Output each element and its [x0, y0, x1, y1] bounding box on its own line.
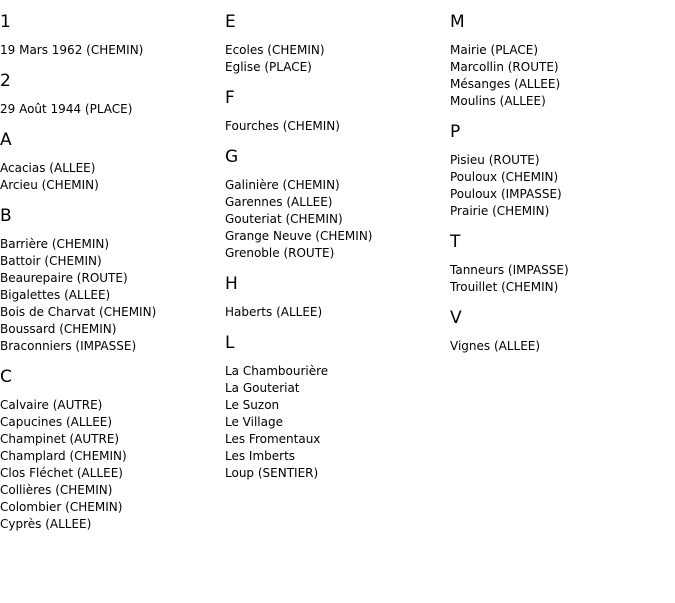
- street-list: [0, 160, 225, 194]
- street-link[interactable]: Grenoble (ROUTE): [225, 246, 335, 260]
- street-link[interactable]: Braconniers (IMPASSE): [0, 339, 137, 353]
- street-link[interactable]: La Gouteriat: [225, 381, 300, 395]
- letter-section: [225, 274, 450, 321]
- section-letter-heading: 2: [0, 71, 11, 91]
- street-link[interactable]: Acacias (ALLEE): [0, 161, 96, 175]
- street-list: [225, 118, 450, 135]
- street-link[interactable]: Le Suzon: [225, 398, 280, 412]
- street-link[interactable]: Les Imberts: [225, 449, 296, 463]
- street-list: [450, 152, 675, 220]
- street-link[interactable]: Pisieu (ROUTE): [450, 153, 540, 167]
- street-link[interactable]: Pouloux (CHEMIN): [450, 170, 559, 184]
- street-list: [0, 236, 225, 355]
- street-link[interactable]: Boussard (CHEMIN): [0, 322, 117, 336]
- street-link[interactable]: Champinet (AUTRE): [0, 432, 120, 446]
- street-link[interactable]: Collières (CHEMIN): [0, 483, 113, 497]
- street-link[interactable]: Tanneurs (IMPASSE): [450, 263, 569, 277]
- letter-section: [450, 122, 675, 220]
- section-letter-heading: H: [225, 274, 238, 294]
- street-link[interactable]: Garennes (ALLEE): [225, 195, 333, 209]
- street-list: [225, 363, 450, 482]
- street-link[interactable]: Battoir (CHEMIN): [0, 254, 102, 268]
- street-list: [0, 397, 225, 533]
- letter-section: [450, 232, 675, 296]
- letter-section: [0, 71, 225, 118]
- section-letter-heading: L: [225, 333, 235, 353]
- letter-section: [0, 12, 225, 59]
- street-link[interactable]: Calvaire (AUTRE): [0, 398, 103, 412]
- street-column-3: [450, 0, 675, 355]
- letter-section: [225, 88, 450, 135]
- street-list: [225, 177, 450, 262]
- street-link[interactable]: Cyprès (ALLEE): [0, 517, 92, 531]
- section-letter-heading: P: [450, 122, 461, 142]
- street-link[interactable]: Clos Fléchet (ALLEE): [0, 466, 123, 480]
- letter-section: [225, 333, 450, 482]
- street-list: [0, 42, 225, 59]
- street-link[interactable]: 19 Mars 1962 (CHEMIN): [0, 43, 144, 57]
- section-letter-heading: 1: [0, 12, 11, 32]
- street-column-2: [225, 0, 450, 482]
- section-letter-heading: V: [450, 308, 462, 328]
- section-letter-heading: E: [225, 12, 236, 32]
- street-link[interactable]: Champlard (CHEMIN): [0, 449, 127, 463]
- letter-section: [0, 130, 225, 194]
- street-link[interactable]: Fourches (CHEMIN): [225, 119, 340, 133]
- street-link[interactable]: Capucines (ALLEE): [0, 415, 113, 429]
- section-letter-heading: C: [0, 367, 12, 387]
- street-link[interactable]: Bois de Charvat (CHEMIN): [0, 305, 157, 319]
- street-link[interactable]: Eglise (PLACE): [225, 60, 312, 74]
- letter-section: [450, 308, 675, 355]
- street-link[interactable]: Mésanges (ALLEE): [450, 77, 561, 91]
- street-link[interactable]: Gouteriat (CHEMIN): [225, 212, 343, 226]
- street-link[interactable]: Ecoles (CHEMIN): [225, 43, 325, 57]
- street-link[interactable]: Grange Neuve (CHEMIN): [225, 229, 373, 243]
- section-letter-heading: M: [450, 12, 465, 32]
- street-link[interactable]: Mairie (PLACE): [450, 43, 539, 57]
- street-link[interactable]: Loup (SENTIER): [225, 466, 319, 480]
- street-list: [0, 101, 225, 118]
- street-link[interactable]: Marcollin (ROUTE): [450, 60, 559, 74]
- street-link[interactable]: 29 Août 1944 (PLACE): [0, 102, 133, 116]
- street-link[interactable]: Haberts (ALLEE): [225, 305, 323, 319]
- letter-section: [0, 367, 225, 533]
- street-link[interactable]: Moulins (ALLEE): [450, 94, 546, 108]
- section-letter-heading: A: [0, 130, 12, 150]
- letter-section: [225, 147, 450, 262]
- street-link[interactable]: Le Village: [225, 415, 283, 429]
- street-list: [450, 262, 675, 296]
- street-link[interactable]: Beaurepaire (ROUTE): [0, 271, 128, 285]
- letter-section: [0, 206, 225, 355]
- street-link[interactable]: Barrière (CHEMIN): [0, 237, 110, 251]
- section-letter-heading: G: [225, 147, 239, 167]
- street-link[interactable]: Pouloux (IMPASSE): [450, 187, 562, 201]
- section-letter-heading: T: [450, 232, 461, 252]
- street-link[interactable]: Les Fromentaux: [225, 432, 321, 446]
- street-link[interactable]: Galinière (CHEMIN): [225, 178, 340, 192]
- letter-section: [450, 12, 675, 110]
- street-link[interactable]: Bigalettes (ALLEE): [0, 288, 111, 302]
- street-link[interactable]: Prairie (CHEMIN): [450, 204, 550, 218]
- street-column-1: [0, 0, 225, 533]
- street-link[interactable]: Vignes (ALLEE): [450, 339, 541, 353]
- section-letter-heading: F: [225, 88, 235, 108]
- street-link[interactable]: La Chambourière: [225, 364, 329, 378]
- street-list: [450, 42, 675, 110]
- street-list: [225, 304, 450, 321]
- street-list: [225, 42, 450, 76]
- letter-section: [225, 12, 450, 76]
- street-list: [450, 338, 675, 355]
- street-link[interactable]: Colombier (CHEMIN): [0, 500, 123, 514]
- street-link[interactable]: Trouillet (CHEMIN): [450, 280, 559, 294]
- section-letter-heading: B: [0, 206, 12, 226]
- street-link[interactable]: Arcieu (CHEMIN): [0, 178, 99, 192]
